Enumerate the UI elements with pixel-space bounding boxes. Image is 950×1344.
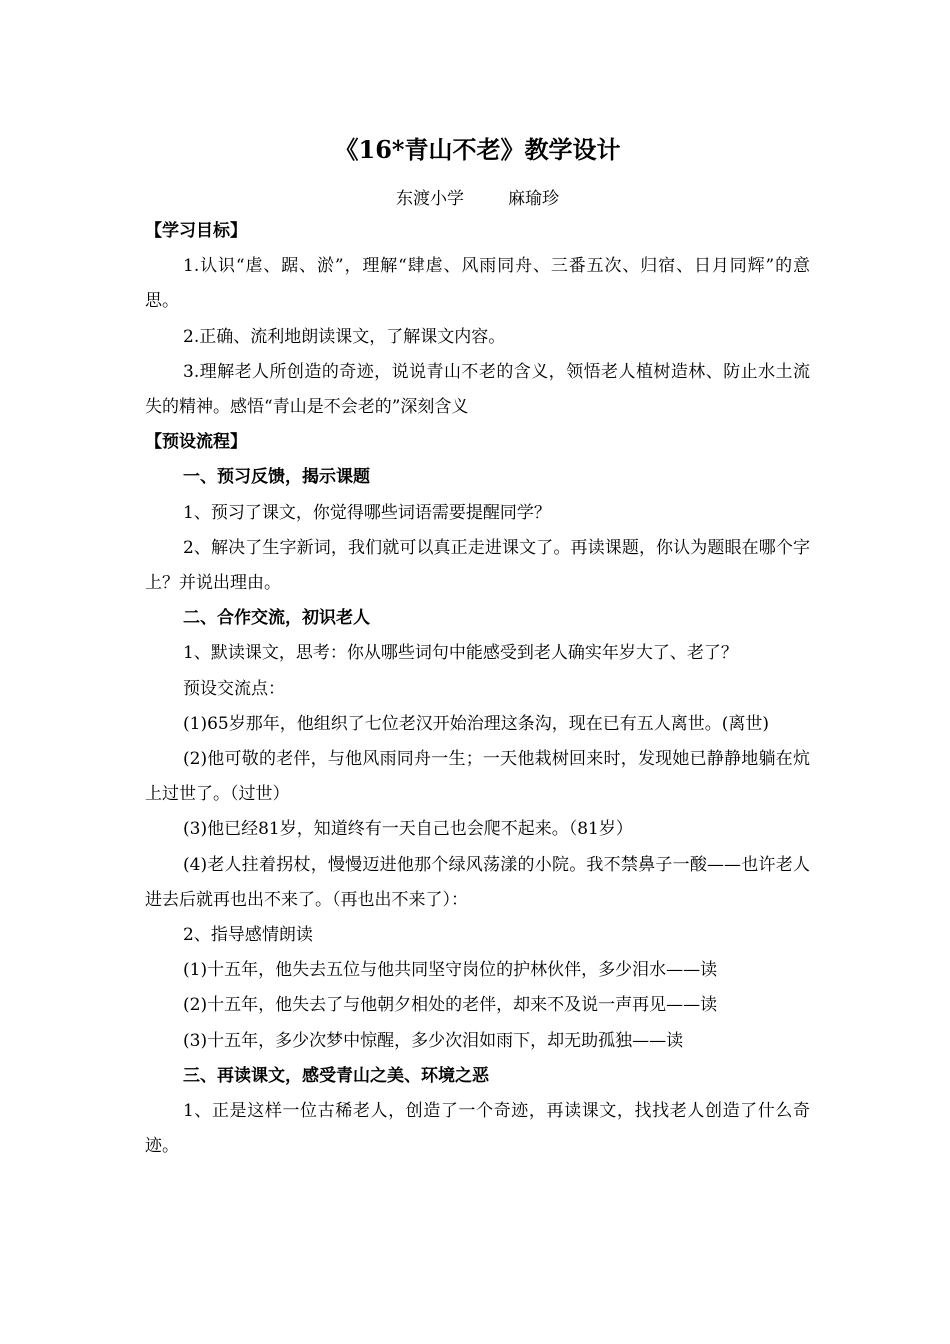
paragraph: 1、默读课文，思考：你从哪些词句中能感受到老人确实年岁大了、老了？ [183, 643, 738, 664]
section-heading: 一、预习反馈，揭示课题 [183, 467, 370, 488]
list-item: (3)十五年，多少次梦中惊醒，多少次泪如雨下，却无助孤独——读 [183, 1030, 684, 1051]
paragraph: 1、正是这样一位古稀老人，创造了一个奇迹，再读课文，找找老人创造了什么奇迹。 [145, 1101, 810, 1157]
byline [145, 184, 810, 214]
process-heading: 【预设流程】 [145, 432, 247, 453]
document-title: 《16*青山不老》教学设计 [334, 135, 621, 164]
paragraph: 2、指导感情朗读 [183, 925, 313, 946]
author-name: 麻瑜珍 [508, 189, 559, 209]
list-item: (2)十五年，他失去了与他朝夕相处的老伴，却来不及说一声再见——读 [183, 995, 718, 1016]
list-item: (3)他已经81岁，知道终有一天自己也会爬不起来。（81岁） [183, 819, 633, 840]
objective-item: 1.认识“虐、踞、淤”，理解“肆虐、风雨同舟、三番五次、归宿、日月同辉”的意思。 [145, 256, 810, 312]
list-item: (2)他可敬的老伴，与他风雨同舟一生；一天他栽树回来时，发现她已静静地躺在炕上过世了。（过世） [145, 749, 810, 805]
section-heading: 三、再读课文，感受青山之美、环境之恶 [183, 1065, 489, 1086]
school-name: 东渡小学 [396, 189, 464, 209]
paragraph: 预设交流点： [183, 678, 285, 699]
objective-item: 2.正确、流利地朗读课文，了解课文内容。 [183, 326, 506, 347]
list-item: (1)65岁那年，他组织了七位老汉开始治理这条沟，现在已有五人离世。(离世) [183, 713, 769, 734]
objective-item: 3.理解老人所创造的奇迹，说说青山不老的含义，领悟老人植树造林、防止水土流失的精神。感悟“青山是不会老的”深刻含义 [145, 361, 810, 418]
list-item: (1)十五年，他失去五位与他共同坚守岗位的护林伙伴，多少泪水——读 [183, 960, 718, 981]
list-item: (4)老人拄着拐杖，慢慢迈进他那个绿风荡漾的小院。我不禁鼻子一酸——也许老人进去后就再也出不来了。（再也出不来了）： [145, 854, 810, 910]
paragraph: 2、解决了生字新词，我们就可以真正走进课文了。再读课题，你认为题眼在哪个字上？并说出理由。 [145, 537, 810, 594]
document-page [145, 128, 810, 1164]
paragraph: 1、预习了课文，你觉得哪些词语需要提醒同学？ [183, 502, 551, 523]
objectives-heading: 【学习目标】 [145, 221, 247, 241]
section-heading: 二、合作交流，初识老人 [183, 608, 370, 629]
